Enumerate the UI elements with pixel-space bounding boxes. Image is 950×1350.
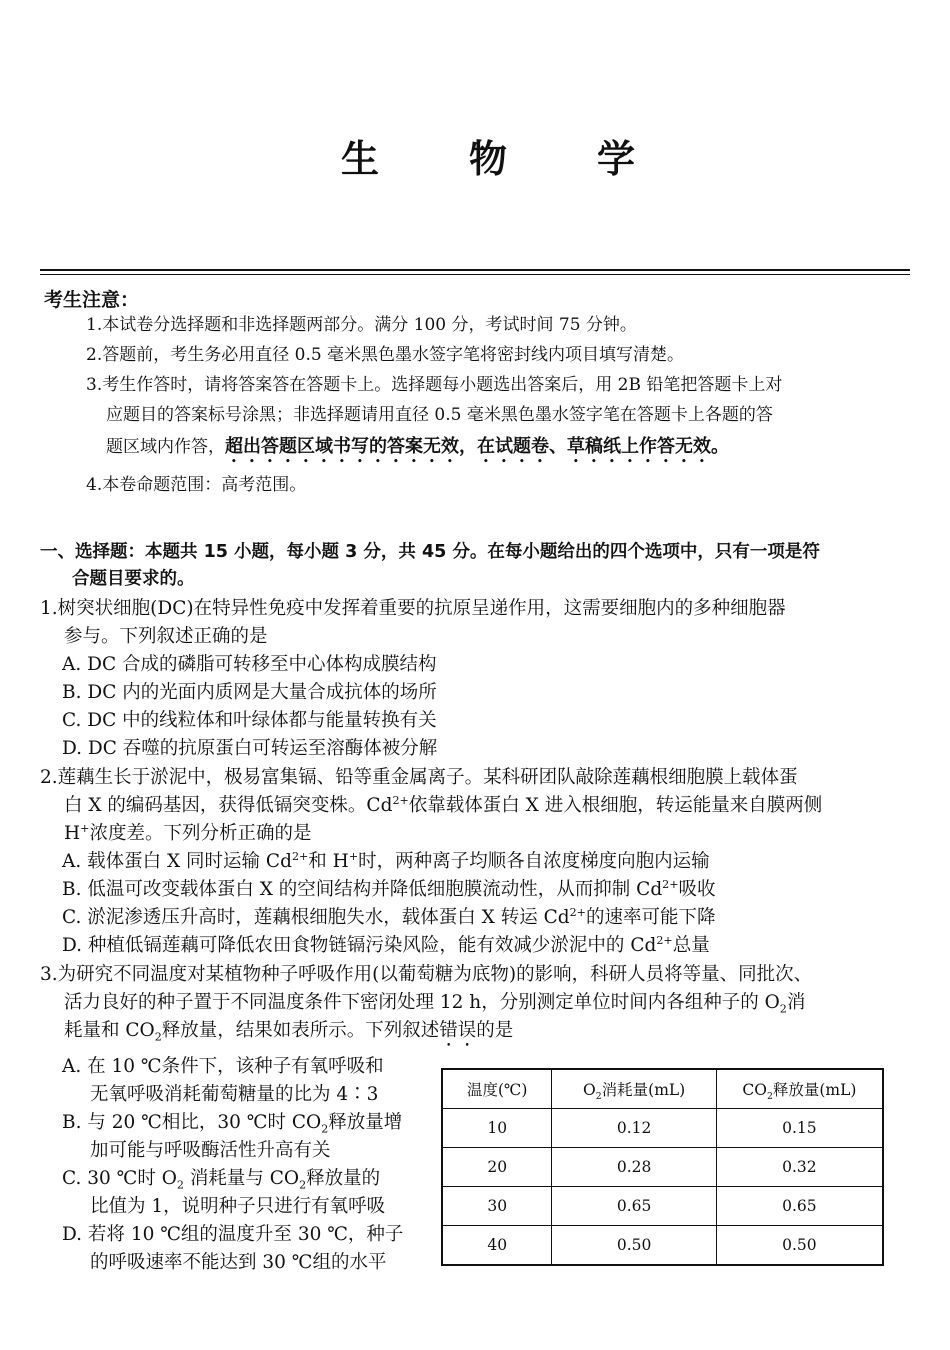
q2-option-a: A. 载体蛋白 X 同时运输 $Cd^{2+}$和 H+时，两种离子均顺各自浓度梯度向胞内运输 — [62, 849, 710, 872]
divider-rule — [40, 269, 910, 271]
q1-option-b: B. DC 内的光面内质网是大量合成抗体的场所 — [62, 682, 437, 703]
table-cell: 0.15 — [716, 1109, 883, 1148]
page-title: 生 物 学 — [340, 137, 661, 181]
table-header-o2: $O_2$消耗量(mL) — [552, 1069, 716, 1109]
notice-item-2: 2.答题前，考生务必用直径 0.5 毫米黑色墨水签字笔将密封线内项目填写清楚。 — [86, 345, 685, 365]
q3-stem-cont: 活力良好的种子置于不同温度条件下密闭处理 12 h，分别测定单位时间内各组种子的 $O_2$消 — [64, 992, 806, 1016]
q1-stem-cont: 参与。下列叙述正确的是 — [64, 626, 268, 647]
q1-option-c: C. DC 中的线粒体和叶绿体都与能量转换有关 — [62, 710, 437, 731]
table-cell: 0.65 — [716, 1187, 883, 1226]
data-table — [441, 1068, 884, 1266]
divider-rule-thin — [40, 274, 910, 275]
table-row — [442, 1187, 883, 1226]
table-cell: 10 — [442, 1109, 552, 1148]
table-header-temp: 温度(℃) — [442, 1069, 552, 1109]
table-header-co2: $CO_2$释放量(mL) — [716, 1069, 883, 1109]
q2-option-c: C. 淤泥渗透压升高时，莲藕根细胞失水，载体蛋白 X 转运 $Cd^{2+}$的速率可能下降 — [62, 905, 716, 928]
notice-emphasis: 超出答题区域书写的答案无效，在试题卷、草稿纸上作答无效。 — [225, 436, 729, 457]
q3-option-c-cont: 比值为 1，说明种子只进行有氧呼吸 — [90, 1196, 386, 1217]
table-cell: 0.50 — [716, 1226, 883, 1266]
table-row — [442, 1226, 883, 1266]
q2-stem-cont: 白 X 的编码基因，获得低镉突变株。$Cd^{2+}$依靠载体蛋白 X 进入根细胞，转运能量来自膜两侧 — [64, 793, 823, 816]
notice-item-3: 3.考生作答时，请将答案答在答题卡上。选择题每小题选出答案后，用 2B 铅笔把答题卡上对 — [86, 375, 783, 395]
q2-stem-end: H+浓度差。下列分析正确的是 — [64, 821, 312, 844]
q3-stem-end: 耗量和 $CO_2$释放量，结果如表所示。下列叙述错误的是 — [64, 1020, 514, 1044]
section-heading: 一、选择题：本题共 15 小题，每小题 3 分，共 45 分。在每小题给出的四个选项中，只有一项是符 — [40, 542, 820, 562]
q3-stem: 3.为研究不同温度对某植物种子呼吸作用(以葡萄糖为底物)的影响，科研人员将等量、同批次、 — [40, 964, 813, 985]
table-cell: 20 — [442, 1148, 552, 1187]
q3-option-b: B. 与 20 ℃相比，30 ℃时 $CO_2$释放量增 — [62, 1112, 403, 1136]
q3-option-a-cont: 无氧呼吸消耗葡萄糖量的比为 4∶3 — [90, 1084, 379, 1105]
q3-option-a: A. 在 10 ℃条件下，该种子有氧呼吸和 — [62, 1056, 384, 1077]
table-cell: 40 — [442, 1226, 552, 1266]
q1-option-d: D. DC 吞噬的抗原蛋白可转运至溶酶体被分解 — [62, 738, 438, 759]
table-cell: 0.12 — [552, 1109, 716, 1148]
section-heading-cont: 合题目要求的。 — [72, 569, 195, 589]
table-cell: 0.65 — [552, 1187, 716, 1226]
q1-stem: 1.树突状细胞(DC)在特异性免疫中发挥着重要的抗原呈递作用，这需要细胞内的多种细胞器 — [40, 598, 786, 619]
notice-item-3-cont: 应题目的答案标号涂黑；非选择题请用直径 0.5 毫米黑色墨水签字笔在答题卡上各题的答 — [106, 405, 773, 425]
notice-item-3-end: 题区域内作答，超出答题区域书写的答案无效，在试题卷、草稿纸上作答无效。 — [106, 436, 729, 457]
q3-option-d-cont: 的呼吸速率不能达到 30 ℃组的水平 — [90, 1252, 387, 1273]
notice-item-1: 1.本试卷分选择题和非选择题两部分。满分 100 分，考试时间 75 分钟。 — [86, 315, 637, 335]
table-cell: 0.28 — [552, 1148, 716, 1187]
table-cell: 0.50 — [552, 1226, 716, 1266]
q2-stem: 2.莲藕生长于淤泥中，极易富集镉、铅等重金属离子。某科研团队敲除莲藕根细胞膜上载体蛋 — [40, 767, 798, 788]
q3-emphasis: 错误 — [439, 1020, 477, 1041]
table-row — [442, 1109, 883, 1148]
q2-option-b: B. 低温可改变载体蛋白 X 的空间结构并降低细胞膜流动性，从而抑制 $Cd^{2+}$吸收 — [62, 877, 716, 900]
table-cell: 30 — [442, 1187, 552, 1226]
table-row — [442, 1148, 883, 1187]
q3-option-d: D. 若将 10 ℃组的温度升至 30 ℃，种子 — [62, 1224, 404, 1245]
q1-option-a: A. DC 合成的磷脂可转移至中心体构成膜结构 — [62, 654, 437, 675]
notice-item-4: 4.本卷命题范围：高考范围。 — [86, 475, 307, 495]
table-header-row — [442, 1069, 883, 1109]
table-cell: 0.32 — [716, 1148, 883, 1187]
notice-heading: 考生注意： — [44, 289, 140, 311]
q3-option-b-cont: 加可能与呼吸酶活性升高有关 — [90, 1140, 331, 1161]
q3-option-c: C. 30 ℃时 $O_2$ 消耗量与 $CO_2$释放量的 — [62, 1168, 381, 1192]
q2-option-d: D. 种植低镉莲藕可降低农田食物链镉污染风险，能有效减少淤泥中的 $Cd^{2+}$总量 — [62, 933, 710, 956]
